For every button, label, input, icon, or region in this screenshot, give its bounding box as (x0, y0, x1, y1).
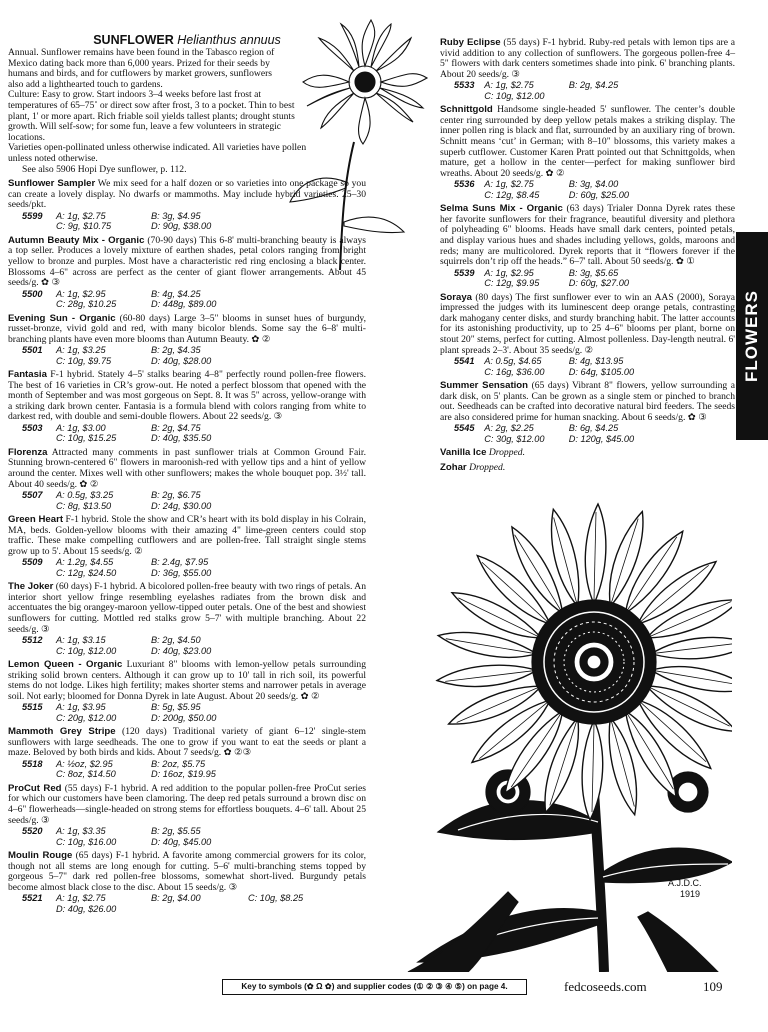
price-option[interactable]: D: 40g, $35.50 (151, 433, 212, 444)
price-option[interactable]: A: 1g, $3.15 (56, 635, 106, 646)
item-number: 5536 (454, 179, 475, 190)
price-option[interactable]: A: 1g, $3.35 (56, 826, 106, 837)
variety-name: Lemon Queen - Organic (8, 659, 123, 671)
price-row (8, 557, 366, 567)
variety-name: Ruby Eclipse (440, 37, 501, 48)
left-entry-list (8, 179, 366, 914)
variety-text: (63 days) Trialer Donna Dyrek rates these her favorite sunflowers for their fragrance, beautiful diversity and plethora of polyheading 6" blooms. Heads have small dark centers, pointed petals, and display various hues and shades including yellows, golds, maroons and reds; many are multicolored. Dyrek reports that it “flowers forever if the squirrels don’t rip off the heads.” 6–7' tall. About 50 seeds/g. ✿ ① (440, 203, 736, 268)
price-option[interactable]: A: 1g, $2.75 (484, 179, 534, 190)
variety-name: Moulin Rouge (8, 850, 73, 861)
price-option[interactable] (248, 345, 338, 355)
price-option[interactable]: A: 2g, $2.25 (484, 423, 534, 434)
price-option[interactable]: B: 3g, $4.95 (151, 210, 201, 221)
price-option[interactable]: D: 24g, $30.00 (151, 500, 212, 511)
price-option[interactable]: D: 36g, $55.00 (151, 567, 212, 578)
variety-text: We mix seed for a half dozen or so varieties into one package so you can create a lovely display. No dwarfs or mammoths. May include hybrid varieties. 25–30 seeds/pkt. (8, 178, 366, 211)
price-option[interactable] (569, 91, 655, 101)
variety-entry (8, 660, 366, 723)
price-option[interactable]: C: 10g, $12.00 (56, 645, 117, 656)
variety-name: Sunflower Sampler (8, 178, 96, 190)
variety-entry (440, 204, 735, 288)
price-row (440, 434, 735, 444)
price-option[interactable] (248, 433, 338, 443)
price-option[interactable]: D: 40g, $26.00 (56, 903, 117, 914)
price-row (440, 367, 735, 377)
variety-text: (55 days) F-1 hybrid. A red addition to the popular pollen-free ProCut series for which our customers have been clamoring. The deep red petals surround a brown disc on 4–6" flowerheads—single-headed on strong stems for effortless bouquets. 4–6' tall. About 25 seeds/g. ③ (8, 782, 366, 826)
variety-description (8, 179, 366, 211)
price-row (8, 635, 366, 645)
price-row (8, 221, 366, 231)
price-option[interactable]: A: 1.2g, $4.55 (56, 557, 114, 568)
price-option[interactable]: C: 28g, $10.25 (56, 299, 117, 310)
variety-name: ProCut Red (8, 782, 62, 794)
variety-description (8, 370, 366, 423)
price-option[interactable]: B: 2g, $4.25 (568, 80, 619, 91)
variety-text: (60 days) F-1 hybrid. A bicolored pollen-free beauty with two rings of petals. An interior short yellow fringe resembling eyelashes radiates from the brown disk and accentuates the big orangey-maroon yellow-tipped outer petals. One of the best and showiest sunflowers for cutting. Mottled red stalks grow 5–7' with multiple branching. About 22 seeds/g. ③ (8, 581, 367, 635)
variety-description (8, 314, 366, 346)
price-row (8, 345, 366, 355)
price-option[interactable]: C: 10g, $8.25 (248, 893, 304, 904)
price-row (8, 769, 366, 779)
item-number: 5509 (22, 557, 43, 568)
variety-text: F-1 hybrid. Stately 4–5' stalks bearing 4–8" perfectly round pollen-free flowers. The best of 16 varieties in CR’s grow-out. He noted a perfect blossom that opened with the month of September and was most gorgeous on Sept. 8. It was 5" across, yellow-orange with a striking dark brown center. Fantasia is a formula blend with colors ranging from white to darkest red, with double and semi-double flowers. About 22 seeds/g. ③ (8, 369, 366, 423)
variety-text: F-1 hybrid. Stole the show and CR’s heart with its bold display in his Colrain, MA, beds. Golden-yellow blooms with their amazing 4" lime-green centers could stop traffic. These make compelling cutflowers and are pollen-free. Tall straight single stems grow up to 5'. About 15 seeds/g. ② (8, 514, 367, 557)
price-option[interactable]: B: 2g, $4.50 (151, 635, 201, 646)
variety-entry (8, 370, 366, 444)
price-option[interactable] (655, 268, 735, 278)
price-row (8, 646, 366, 656)
variety-name: Vanilla Ice (440, 447, 487, 459)
variety-name: Autumn Beauty Mix - Organic (8, 234, 145, 246)
variety-text: Dropped. (488, 447, 525, 459)
price-option[interactable]: B: 2g, $6.75 (151, 490, 201, 501)
variety-description (8, 236, 366, 289)
price-option[interactable]: C: 10g, $9.75 (56, 355, 112, 366)
variety-text: (55 days) F-1 hybrid. Ruby-red petals with lemon tips are a vivid addition to any collection of sunflowers. The gorgeous pollen-free 4–5" flowers with dark centers sometimes shade into pink. 6' branching plants. About 20 seeds/g. ③ (440, 37, 735, 80)
price-row (440, 268, 735, 278)
variety-description (8, 660, 366, 702)
price-option[interactable]: B: 4g, $13.95 (568, 356, 624, 367)
variety-entry (440, 463, 735, 474)
price-option[interactable] (151, 904, 248, 914)
price-option[interactable]: B: 2g, $4.00 (151, 893, 201, 904)
item-number: 5539 (454, 267, 475, 278)
price-option[interactable] (248, 299, 338, 309)
price-option[interactable] (655, 356, 735, 366)
price-option[interactable] (655, 278, 735, 288)
price-option[interactable]: D: 16oz, $19.95 (151, 769, 216, 780)
variety-text: Attracted many comments in past sunflower trials at Common Ground Fair. Stunning brown-centered 6" flowers in maroonish-red with yellow tips and a hint of yellow around the center. Mixes well with other sunflowers; makes the whole bouquet pop. 3½' tall. About 40 seeds/g. ✿ ② (8, 446, 366, 490)
price-row (8, 490, 366, 500)
item-number: 5515 (22, 702, 43, 713)
price-option[interactable] (655, 367, 735, 377)
price-option[interactable]: A: 1g, $3.00 (56, 423, 106, 434)
price-row (8, 837, 366, 847)
section-latin-name: Helianthus annuus (177, 33, 281, 47)
price-option[interactable] (248, 635, 338, 645)
price-option[interactable]: A: 1g, $3.95 (56, 702, 106, 713)
price-option[interactable]: C: 30g, $12.00 (484, 433, 545, 444)
illustration-year: 1919 (680, 889, 701, 899)
price-option[interactable] (248, 221, 338, 231)
variety-entry (8, 314, 366, 367)
variety-description (8, 851, 366, 893)
illustration-signature: A.J.D.C. (668, 878, 702, 888)
variety-name: Selma Suns Mix - Organic (440, 203, 563, 215)
price-row (8, 826, 366, 836)
item-number: 5533 (454, 80, 475, 91)
price-option[interactable]: B: 2g, $5.55 (151, 826, 201, 837)
price-option[interactable] (248, 289, 338, 299)
left-column (8, 34, 366, 914)
item-number: 5503 (22, 423, 43, 434)
variety-description (8, 582, 366, 635)
intro-paragraph: Varieties open-pollinated unless otherwise indicated. All varieties have pollen unless noted otherwise. (8, 142, 307, 164)
price-option[interactable] (248, 356, 338, 366)
price-row (8, 568, 366, 578)
price-option[interactable]: D: 40g, $28.00 (151, 355, 212, 366)
price-row (8, 356, 366, 366)
price-option[interactable]: A: 1g, $3.25 (56, 345, 106, 356)
price-option[interactable]: A: 1g, $2.75 (56, 893, 106, 904)
price-row (8, 904, 366, 914)
variety-name: The Joker (8, 581, 54, 593)
price-option[interactable] (655, 423, 735, 433)
variety-entry (8, 582, 366, 656)
variety-description (8, 784, 366, 826)
variety-description (440, 293, 735, 357)
variety-description (440, 105, 735, 179)
variety-text: (80 days) The first sunflower ever to win an AAS (2000), Soraya impressed the judges with its luminescent deep orange petals, contrasting dark mahogany center disks, and sturdy branching habit. The latter accounts for its astonishing productivity, up to 25 4–6" blooms per plant, borne on stout 20" stems, perfect for cutting. Almost pollenless. Day-length neutral. 6' plant spreads 2–3'. About 35 seeds/g. ② (440, 291, 735, 356)
variety-entry (440, 381, 735, 444)
price-row (8, 893, 366, 903)
item-number: 5512 (22, 635, 43, 646)
variety-entry (8, 727, 366, 780)
variety-name: Zohar (440, 461, 467, 473)
price-option[interactable]: A: 0.5g, $3.25 (56, 490, 114, 501)
right-entry-list (400, 38, 735, 473)
variety-text: (65 days) Vibrant 8" flowers, yellow surrounding a dark disk, on 5' plants. Can be grown as a single stem or pinched to branch out. Seedheads can be crafted into decorative natural bird feeders. The seeds are also considered prime for human snacking. About 6 seeds/g. ✿ ③ (440, 379, 735, 423)
section-title: SUNFLOWER (93, 33, 174, 47)
price-row (8, 702, 366, 712)
variety-description (440, 38, 735, 80)
variety-name: Florenza (8, 446, 48, 458)
price-option[interactable] (248, 211, 338, 221)
intro-text (8, 48, 366, 175)
intro-paragraph: Annual. Sunflower remains have been found in the Tabasco region of Mexico dating back more than 6,000 years. Prized for their seeds by humans and birds, and for cutflowers by market growers, sunflowers also add a lighthearted touch to gardens. (8, 47, 275, 90)
item-number: 5521 (22, 893, 43, 904)
variety-entry (8, 515, 366, 578)
variety-name: Green Heart (8, 514, 64, 526)
price-option[interactable]: A: 0.5g, $4.65 (484, 356, 542, 367)
flowers-section-tab[interactable] (736, 232, 768, 440)
price-option[interactable]: B: 4g, $4.25 (151, 288, 201, 299)
price-row (8, 423, 366, 433)
variety-description (8, 515, 366, 557)
price-option[interactable]: B: 5g, $5.95 (151, 702, 201, 713)
symbol-key-note: Key to symbols (✿ Ω ✿) and supplier codes (① ② ③ ④ ⑤) on page 4. (222, 979, 527, 995)
item-number: 5599 (22, 210, 43, 221)
variety-text: Dropped. (469, 461, 506, 473)
right-column (400, 34, 735, 473)
variety-entry (8, 784, 366, 847)
price-option[interactable] (248, 557, 338, 567)
price-option[interactable]: C: 12g, $24.50 (56, 567, 117, 578)
price-option[interactable]: A: ½oz, $2.95 (56, 759, 113, 769)
price-option[interactable]: C: 8g, $13.50 (56, 500, 112, 511)
price-option[interactable]: B: 3g, $4.00 (568, 179, 619, 190)
variety-name: Schnittgold (440, 104, 493, 116)
variety-description (440, 448, 735, 459)
price-option[interactable]: D: 64g, $105.00 (568, 366, 635, 377)
price-row (8, 759, 366, 769)
sunflower-illustration (398, 492, 732, 972)
item-number: 5518 (22, 759, 43, 769)
price-option[interactable]: C: 9g, $10.75 (56, 221, 112, 232)
price-option[interactable]: C: 20g, $12.00 (56, 712, 117, 723)
price-option[interactable] (655, 179, 735, 189)
variety-entry (440, 448, 735, 459)
price-option[interactable] (248, 826, 338, 836)
variety-entry (440, 293, 735, 377)
price-option[interactable]: C: 10g, $16.00 (56, 836, 117, 847)
price-option[interactable]: C: 10g, $15.25 (56, 433, 117, 444)
variety-description (8, 448, 366, 490)
price-option[interactable] (248, 904, 338, 914)
price-row (8, 289, 366, 299)
price-row (440, 190, 735, 200)
price-option[interactable] (248, 837, 338, 847)
variety-description (8, 727, 366, 759)
price-row (440, 278, 735, 288)
item-number: 5545 (454, 423, 475, 434)
price-option[interactable] (248, 423, 338, 433)
price-option[interactable]: B: 2.4g, $7.95 (151, 557, 209, 568)
variety-text: Luxuriant 8" blooms with lemon-yellow petals surrounding striking solid brown centers. Although it can grow up to 10' tall in rich soil, its powerful stems do not lodge. Likes high fertility; makes shorter stems and narrower petals in average soil. Not early; bloomed for Donna Dyrek in late August. About 20 seeds/g. ✿ ② (8, 659, 367, 702)
price-option[interactable]: A: 1g, $2.75 (56, 210, 106, 221)
price-option[interactable]: D: 90g, $38.00 (151, 221, 212, 232)
variety-text: (120 days) Traditional variety of giant 6–12' single-stem sunflowers with large seedheads. The one to grow if you want to eat the seeds or plant a maze. Beloved by both birds and kids. About 7 seeds/g. ✿ ②③ (8, 726, 366, 759)
item-number: 5520 (22, 826, 43, 837)
price-option[interactable] (248, 646, 338, 656)
price-option[interactable]: B: 2g, $4.75 (151, 423, 201, 434)
site-url[interactable]: fedcoseeds.com (564, 979, 647, 994)
price-option[interactable]: D: 60g, $25.00 (568, 189, 629, 200)
price-option[interactable]: D: 40g, $45.00 (151, 836, 212, 847)
variety-name: Evening Sun - Organic (8, 312, 116, 324)
price-option[interactable]: A: 1g, $2.95 (56, 288, 106, 299)
variety-entry (8, 851, 366, 914)
item-number: 5500 (22, 288, 43, 299)
price-option[interactable]: C: 10g, $12.00 (484, 90, 545, 101)
price-option[interactable]: D: 120g, $45.00 (568, 433, 635, 444)
variety-entry (8, 236, 366, 310)
price-row (440, 80, 735, 90)
price-row (440, 91, 735, 101)
price-option[interactable]: C: 8oz, $14.50 (56, 769, 116, 780)
variety-description (440, 381, 735, 423)
price-option[interactable]: B: 6g, $4.25 (568, 423, 619, 434)
price-option[interactable] (248, 490, 338, 500)
price-row (8, 713, 366, 723)
price-option[interactable] (655, 80, 735, 90)
price-row (440, 423, 735, 433)
price-option[interactable] (248, 702, 338, 712)
price-option[interactable] (655, 91, 735, 101)
price-option[interactable] (248, 568, 338, 578)
price-option[interactable]: A: 1g, $2.95 (484, 267, 534, 278)
variety-description (440, 204, 735, 268)
variety-text: (70-90 days) This 6-8' multi-branching beauty is always a top seller. Produces a lovely mixture of earthen shades, petal colors ranging from bright yellow to bronze and purples. Most have a characteristic red ring enclosing a black center. Blossoms 4–6" across are perfect as the center of giant flower arrangements. About 45 seeds/g. ✿ ③ (8, 234, 366, 289)
variety-name: Soraya (440, 291, 472, 303)
price-option[interactable] (248, 759, 338, 769)
side-tab-label: FLOWERS (742, 290, 761, 382)
price-option[interactable]: D: 448g, $89.00 (151, 299, 217, 310)
item-number: 5501 (22, 345, 43, 356)
price-option[interactable]: A: 1g, $2.75 (484, 80, 534, 91)
price-option[interactable]: D: 40g, $23.00 (151, 645, 212, 656)
variety-name: Summer Sensation (440, 379, 529, 391)
intro-paragraph: Culture: Easy to grow. Start indoors 3–4 weeks before last frost at temperatures of 65–75˚ or direct sow after frost, 3 to a pocket. Thin to best plant, 1' or more apart. Rich friable soil yields tallest plants; drought stunts growth. Will self-sow; for some fun, leave a few volunteers in strategic locations. (8, 89, 295, 143)
item-number: 5541 (454, 356, 475, 367)
price-row (440, 356, 735, 366)
price-option[interactable]: B: 3g, $5.65 (568, 267, 619, 278)
price-option[interactable] (655, 434, 735, 444)
price-option[interactable] (248, 713, 338, 723)
variety-entry (440, 105, 735, 200)
variety-text: (60-80 days) Large 3–5" blooms in sunset hues of burgundy, russet-bronze, vivid gold and red, with many bicolor blends. Some say the 6–8' multi-branching plants have even more blooms than Autumn Beauty. ✿ ② (8, 312, 366, 345)
variety-entry (8, 448, 366, 511)
price-row (8, 299, 366, 309)
price-option[interactable]: D: 60g, $27.00 (568, 278, 629, 289)
price-row (440, 179, 735, 189)
price-option[interactable]: B: 2g, $4.35 (151, 345, 201, 356)
price-option[interactable] (248, 769, 338, 779)
price-option[interactable]: B: 2oz, $5.75 (151, 759, 206, 769)
price-option[interactable]: D: 200g, $50.00 (151, 712, 217, 723)
price-option[interactable]: C: 16g, $36.00 (484, 366, 545, 377)
price-option[interactable] (248, 501, 338, 511)
price-row (8, 501, 366, 511)
section-heading (8, 34, 366, 47)
price-row (8, 211, 366, 221)
variety-text: Handsome single-headed 5' sunflower. The center’s double center ring surrounded by deep yellow petals makes a striking display. The inner pollen ring is black and flat, surrounded by an auxiliary ring of brown. Schnitt means ‘cut’ in German; with 8–10" blossoms, this variety makes a superb cutflower. Customer Karen Pratt pointed out that Schnittgolds, when mature, get a hollow in the center—perfect for making sunflower bird wreaths. About 20 seeds/g. ✿ ② (440, 104, 735, 179)
item-number: 5507 (22, 490, 43, 501)
price-option[interactable]: C: 12g, $9.95 (484, 278, 540, 289)
price-option[interactable]: C: 12g, $8.45 (484, 189, 540, 200)
price-option[interactable] (655, 190, 735, 200)
variety-description (440, 463, 735, 474)
price-row (8, 433, 366, 443)
variety-text: (65 days) F-1 hybrid. A favorite among commercial growers for its color, though not all stems are long enough for cutting. 5–6' multi-branching stems topped by gorgeous 5–7" dark red pollen-free blossoms, somewhat short-lived. Burgundy petals become almost black close to the disc. About 15 seeds/g. ③ (8, 850, 366, 893)
variety-entry (440, 38, 735, 101)
variety-name: Fantasia (8, 369, 47, 381)
variety-name: Mammoth Grey Stripe (8, 726, 116, 738)
page-number: 109 (703, 979, 723, 994)
variety-entry (8, 179, 366, 232)
intro-paragraph: See also 5906 Hopi Dye sunflower, p. 112. (22, 163, 187, 175)
